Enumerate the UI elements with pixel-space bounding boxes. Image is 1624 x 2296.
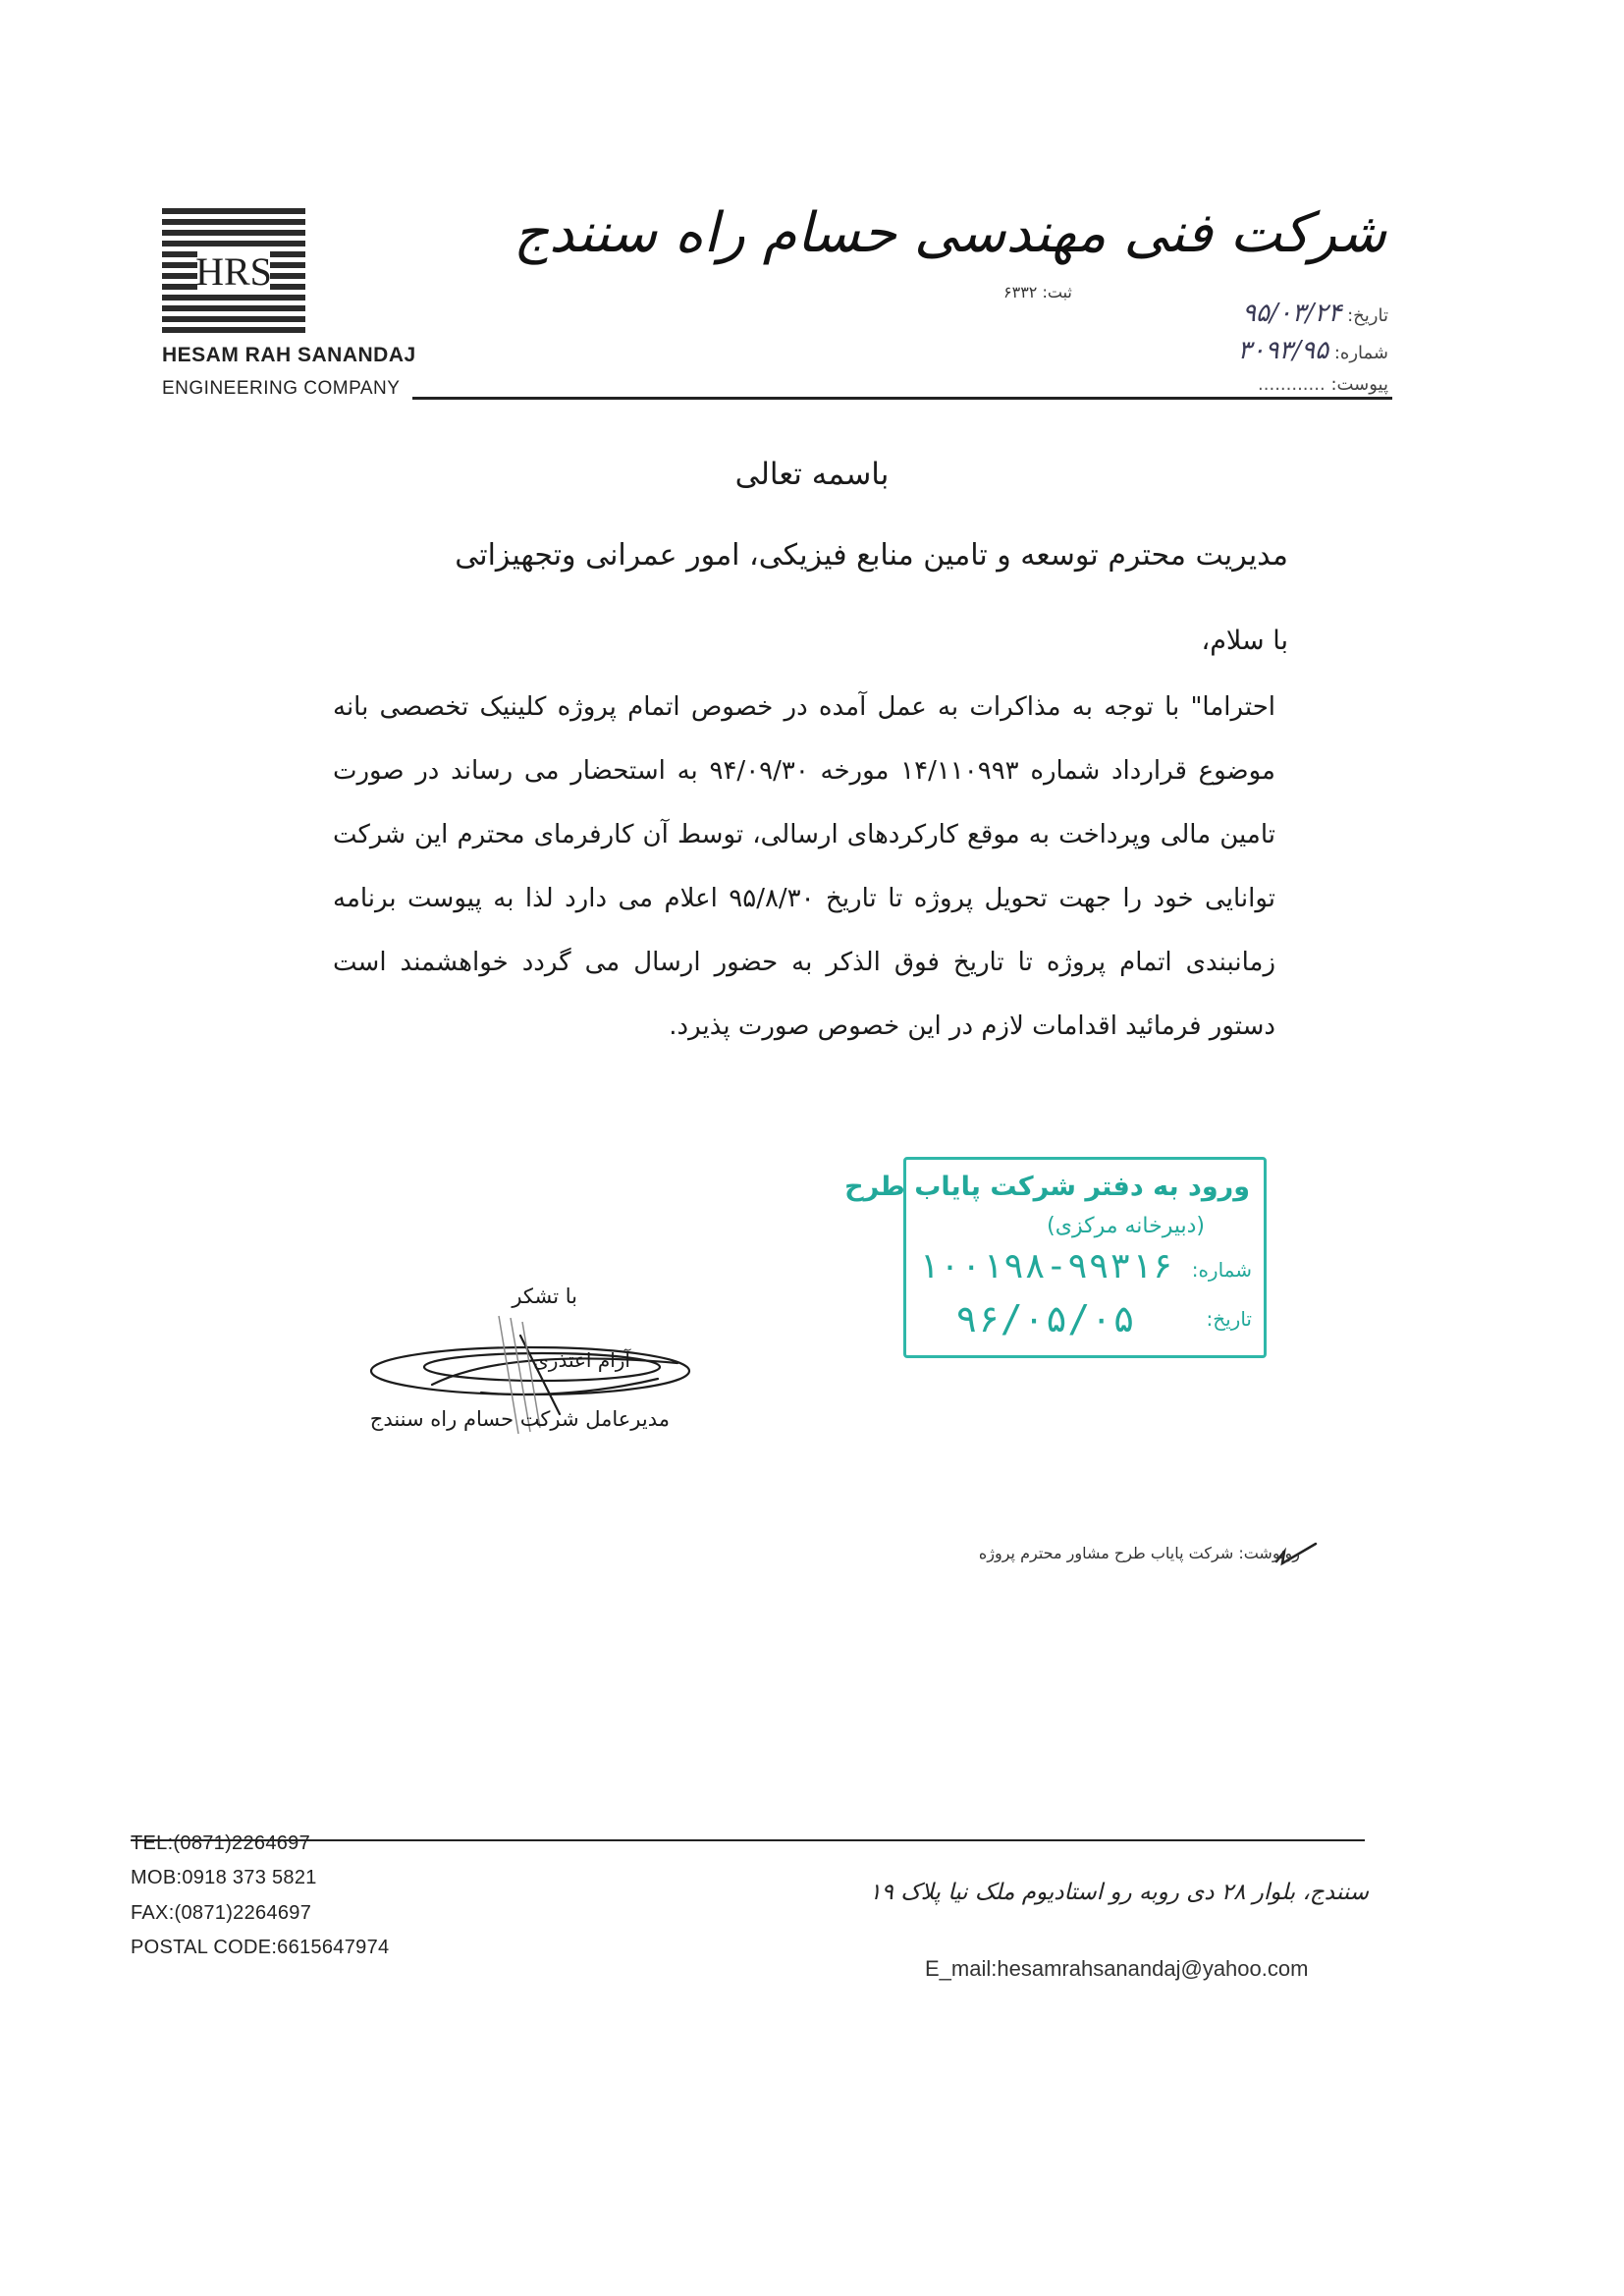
- registration-number: ثبت: ۶۳۳۲: [1003, 283, 1072, 301]
- signer-name: آرام اعتذری: [533, 1348, 630, 1372]
- attachment-value: ............: [1258, 374, 1326, 395]
- footer-divider: [131, 1839, 1365, 1841]
- letter-date-label: تاریخ:: [1347, 305, 1388, 326]
- company-english-subtitle: ENGINEERING COMPANY: [162, 378, 401, 399]
- letter-body: احتراما" با توجه به مذاکرات به عمل آمده در خصوص اتمام پروژه کلینیک تخصصی بانه موضوع قرارداد شماره ۱۴/۱۱۰۹۹۳ مورخه ۹۴/۰۹/۳۰ به استحضار می رساند در صورت تامین مالی وپرداخت به موقع کارکردهای ارسالی، توسط آن کارفرمای محترم این شرکت توانایی خود را جهت تحویل پروژه تا تاریخ ۹۵/۸/۳۰ اعلام می دارد لذا به پیوست برنامه زمانبندی اتمام پروژه تا تاریخ فوق الذکر به حضور ارسال می گردد خواهشمند است دستور فرمائید اقدامات لازم در این خصوص صورت پذیرد.: [333, 692, 1276, 1041]
- stamp-title: ورود به دفتر شرکت پایاب طرح: [844, 1172, 1250, 1202]
- letter-number-value: ۳۰۹۳/۹۵: [1237, 336, 1329, 365]
- letter-number-row: [1238, 336, 1388, 365]
- footer-email: E_mail:hesamrahsanandaj@yahoo.com: [925, 1956, 1309, 1981]
- letter-date-value: ۹۵/۰۳/۲۴: [1242, 299, 1342, 328]
- footer-postal-code: POSTAL CODE:6615647974: [131, 1937, 390, 1958]
- stamp-subtitle: (دبیرخانه مرکزی): [1047, 1214, 1205, 1238]
- company-english-name: HESAM RAH SANANDAJ: [162, 344, 416, 366]
- signature-thanks: با تشکر: [512, 1285, 577, 1308]
- received-stamp: [844, 1157, 1267, 1358]
- letter-recipient: مدیریت محترم توسعه و تامین منابع فیزیکی، امور عمرانی وتجهیزاتی: [455, 538, 1288, 573]
- footer-mobile: MOB:0918 373 5821: [131, 1867, 317, 1888]
- carbon-copy-line: رونوشت: شرکت پایاب طرح مشاور محترم پروژه: [978, 1544, 1300, 1562]
- attachment-label: پیوست:: [1330, 374, 1388, 395]
- footer-fax: FAX:(0871)2264697: [131, 1902, 312, 1924]
- letter-greeting: با سلام،: [1201, 626, 1288, 656]
- footer-address: سنندج، بلوار ۲۸ دی روبه رو استادیوم ملک نیا پلاک ۱۹: [869, 1880, 1369, 1905]
- header-divider: [412, 397, 1392, 400]
- stamp-number-value: ۱۰۰۱۹۸-۹۹۳۱۶: [918, 1246, 1174, 1286]
- logo-text: HRS: [195, 249, 272, 294]
- stamp-number-label: شماره:: [1191, 1258, 1252, 1282]
- footer-tel: TEL:(0871)2264697: [131, 1832, 311, 1854]
- company-logo: [162, 208, 305, 338]
- letter-number-label: شماره:: [1333, 343, 1388, 363]
- company-persian-name: شرکت فنی مهندسی حسام راه سنندج: [513, 201, 1386, 265]
- stamp-date-value: ۹۶/۰۵/۰۵: [955, 1297, 1136, 1340]
- stamp-date-label: تاریخ:: [1206, 1307, 1252, 1331]
- attachment-row: [1258, 374, 1388, 395]
- letter-date-row: [1242, 299, 1388, 328]
- signer-title: مدیرعامل شرکت حسام راه سنندج: [369, 1407, 670, 1431]
- letter-salutation: باسمه تعالی: [734, 457, 890, 492]
